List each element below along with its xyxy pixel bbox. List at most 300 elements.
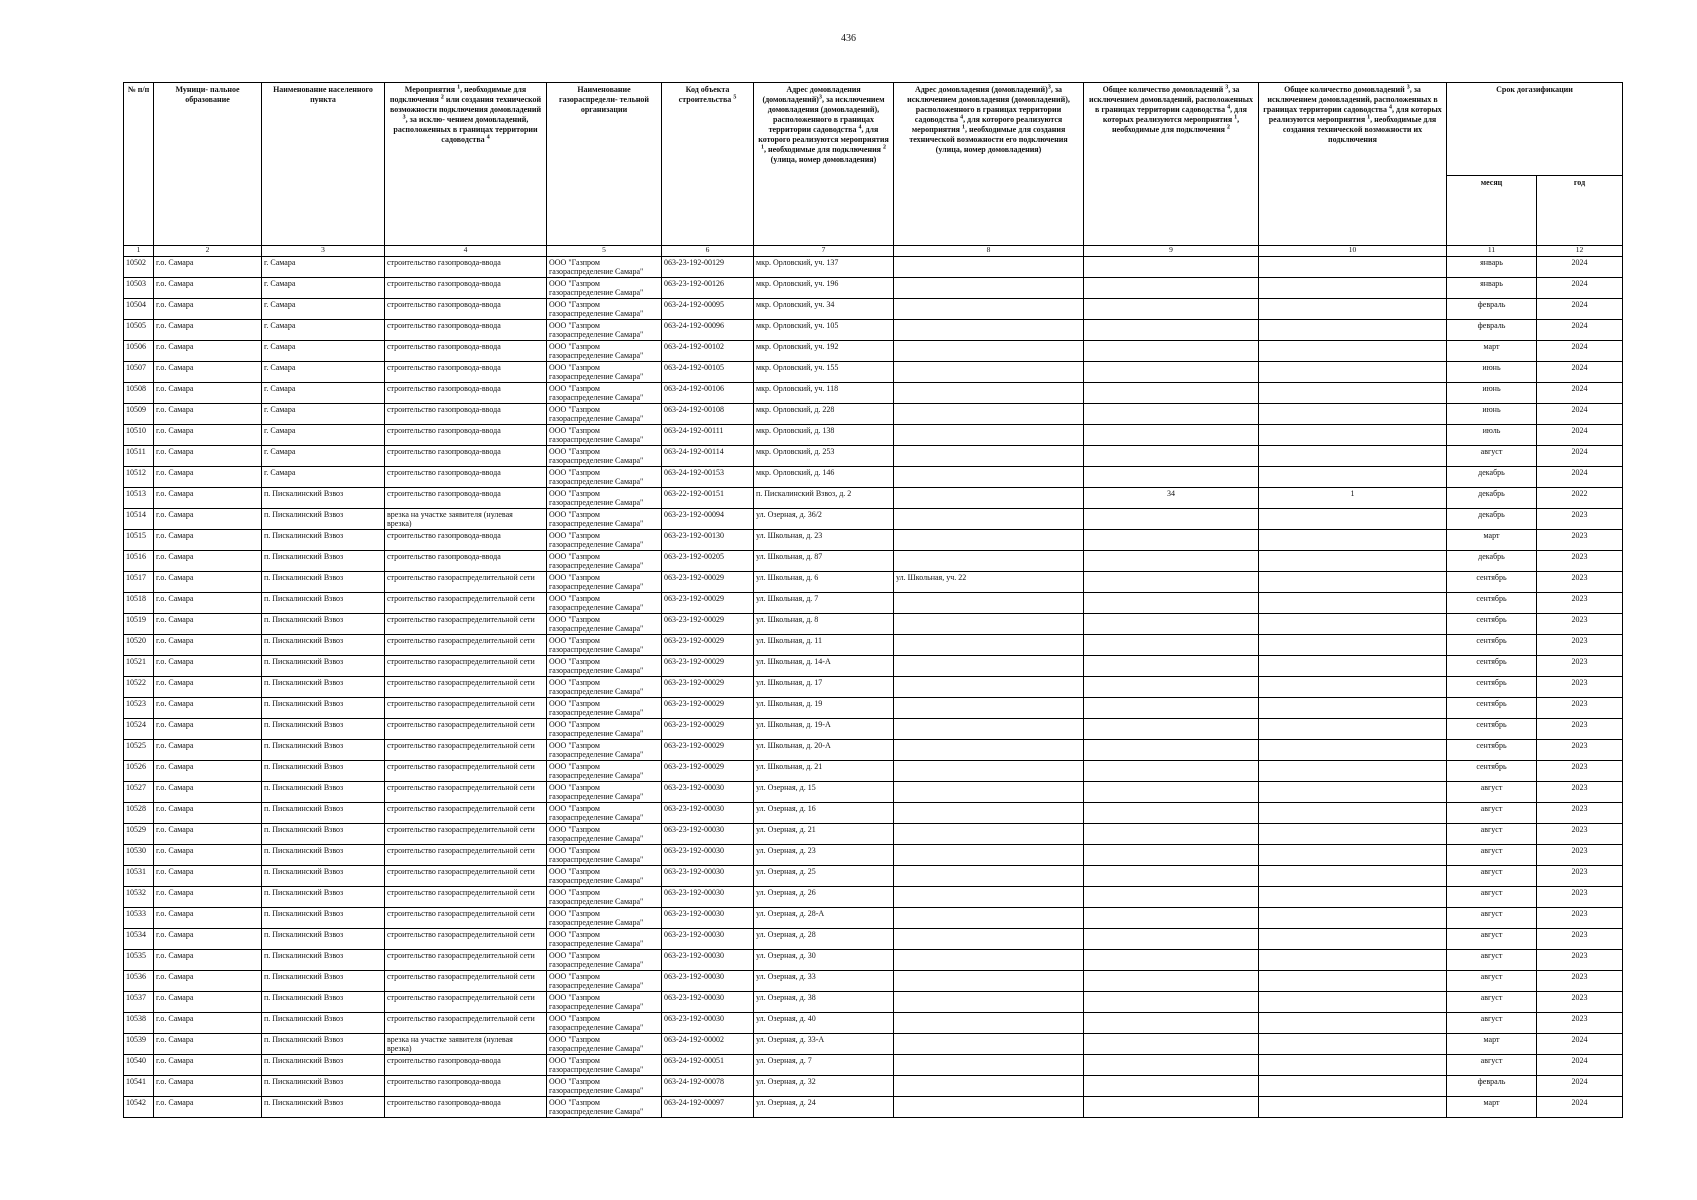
cell-text: 063-23-192-00030: [664, 972, 724, 981]
cell-text: п. Пискалинский Взвоз: [264, 909, 344, 918]
cell-text: г.о. Самара: [156, 930, 194, 939]
cell-settlement: [262, 383, 385, 404]
header-gasification-term: Срок догазификации: [1447, 83, 1623, 176]
cell-month: [1447, 929, 1537, 950]
cell-row-number: [124, 908, 154, 929]
cell-text: строительство газопровода-ввода: [387, 300, 501, 309]
cell-text: ООО "Газпром газораспределение Самара": [549, 1098, 644, 1116]
cell-object-code: [662, 719, 754, 740]
cell-text: август: [1480, 993, 1503, 1002]
cell-text: 063-23-192-00029: [664, 573, 724, 582]
table-row: [124, 467, 1623, 488]
cell-row-number: [124, 572, 154, 593]
cell-count-connection: [1084, 551, 1259, 572]
cell-count-connection: [1084, 782, 1259, 803]
cell-count-technical: [1259, 257, 1447, 278]
cell-row-number: [124, 551, 154, 572]
cell-row-number: [124, 341, 154, 362]
cell-text: п. Пискалинский Взвоз: [264, 615, 344, 624]
cell-text: 10509: [126, 405, 146, 414]
cell-text: март: [1483, 342, 1500, 351]
cell-text: строительство газораспределительной сети: [387, 888, 535, 897]
cell-row-number: [124, 530, 154, 551]
cell-row-number: [124, 929, 154, 950]
cell-municipality: [154, 1076, 262, 1097]
cell-text: 10516: [126, 552, 146, 561]
cell-text: 063-23-192-00130: [664, 531, 724, 540]
cell-activity: [385, 572, 547, 593]
cell-text: ООО "Газпром газораспределение Самара": [549, 615, 644, 633]
cell-gas-distribution-org: [547, 551, 662, 572]
cell-object-code: [662, 1034, 754, 1055]
cell-text: ул. Озерная, д. 32: [756, 1077, 816, 1086]
cell-year: [1537, 740, 1623, 761]
cell-row-number: [124, 299, 154, 320]
cell-text: 10511: [126, 447, 146, 456]
cell-municipality: [154, 593, 262, 614]
cell-municipality: [154, 362, 262, 383]
cell-object-code: [662, 887, 754, 908]
cell-row-number: [124, 866, 154, 887]
cell-count-connection: [1084, 1076, 1259, 1097]
cell-text: г.о. Самара: [156, 846, 194, 855]
cell-text: 2024: [1571, 384, 1588, 393]
cell-text: строительство газораспределительной сети: [387, 636, 535, 645]
cell-municipality: [154, 845, 262, 866]
cell-text: п. Пискалинский Взвоз: [264, 720, 344, 729]
cell-month: [1447, 1076, 1537, 1097]
cell-year: [1537, 509, 1623, 530]
cell-text: ООО "Газпром газораспределение Самара": [549, 363, 644, 381]
cell-month: [1447, 509, 1537, 530]
cell-address-connection: [754, 866, 894, 887]
cell-text: ООО "Газпром газораспределение Самара": [549, 489, 644, 507]
cell-address-technical: [894, 971, 1084, 992]
cell-settlement: [262, 887, 385, 908]
cell-year: [1537, 1055, 1623, 1076]
cell-text: ООО "Газпром газораспределение Самара": [549, 846, 644, 864]
cell-text: мкр. Орловский, уч. 155: [756, 363, 839, 372]
cell-month: [1447, 593, 1537, 614]
cell-year: [1537, 1076, 1623, 1097]
cell-gas-distribution-org: [547, 362, 662, 383]
cell-text: п. Пискалинский Взвоз: [264, 1035, 344, 1044]
cell-count-technical: [1259, 971, 1447, 992]
cell-text: ООО "Газпром газораспределение Самара": [549, 300, 644, 318]
cell-count-connection: [1084, 824, 1259, 845]
footnote-marker: 3: [818, 94, 822, 101]
cell-text: 10515: [126, 531, 146, 540]
cell-text: август: [1480, 930, 1503, 939]
cell-text: строительство газораспределительной сети: [387, 1014, 535, 1023]
cell-text: 063-23-192-00029: [664, 636, 724, 645]
cell-settlement: [262, 929, 385, 950]
cell-text: ООО "Газпром газораспределение Самара": [549, 342, 644, 360]
header-gas-distribution-org: Наименование газораспредели- тельной организации: [547, 83, 662, 246]
cell-text: 063-23-192-00126: [664, 279, 724, 288]
cell-text: строительство газопровода-ввода: [387, 426, 501, 435]
cell-text: ООО "Газпром газораспределение Самара": [549, 1077, 644, 1095]
cell-count-technical: [1259, 593, 1447, 614]
cell-municipality: [154, 887, 262, 908]
cell-count-technical: [1259, 1097, 1447, 1118]
cell-object-code: [662, 971, 754, 992]
cell-text: сентябрь: [1476, 762, 1507, 771]
cell-year: [1537, 572, 1623, 593]
cell-gas-distribution-org: [547, 1097, 662, 1118]
cell-municipality: [154, 551, 262, 572]
cell-year: [1537, 929, 1623, 950]
cell-municipality: [154, 719, 262, 740]
cell-text: 063-23-192-00029: [664, 720, 724, 729]
cell-address-connection: [754, 488, 894, 509]
header-municipality: Муници- пальное образование: [154, 83, 262, 246]
cell-text: 063-24-192-00102: [664, 342, 724, 351]
cell-text: ООО "Газпром газораспределение Самара": [549, 1056, 644, 1074]
cell-text: г.о. Самара: [156, 615, 194, 624]
table-row: [124, 446, 1623, 467]
column-number: 5: [547, 246, 662, 257]
cell-text: 2023: [1571, 972, 1588, 981]
cell-text: 2023: [1571, 762, 1588, 771]
cell-row-number: [124, 803, 154, 824]
cell-address-technical: [894, 740, 1084, 761]
cell-row-number: [124, 887, 154, 908]
cell-object-code: [662, 866, 754, 887]
cell-address-connection: [754, 845, 894, 866]
cell-municipality: [154, 1034, 262, 1055]
cell-address-connection: [754, 425, 894, 446]
cell-row-number: [124, 446, 154, 467]
cell-text: мкр. Орловский, уч. 192: [756, 342, 839, 351]
cell-text: г.о. Самара: [156, 825, 194, 834]
cell-object-code: [662, 320, 754, 341]
table-row: [124, 845, 1623, 866]
cell-activity: [385, 656, 547, 677]
cell-text: ул. Школьная, д. 19: [756, 699, 823, 708]
cell-text: 10519: [126, 615, 146, 624]
cell-object-code: [662, 677, 754, 698]
cell-settlement: [262, 551, 385, 572]
cell-text: ул. Школьная, д. 87: [756, 552, 823, 561]
cell-count-connection: [1084, 299, 1259, 320]
cell-text: мкр. Орловский, уч. 196: [756, 279, 839, 288]
cell-text: ул. Озерная, д. 25: [756, 867, 816, 876]
cell-address-technical: [894, 278, 1084, 299]
cell-activity: [385, 677, 547, 698]
cell-municipality: [154, 509, 262, 530]
cell-gas-distribution-org: [547, 740, 662, 761]
table-row: [124, 572, 1623, 593]
cell-text: г.о. Самара: [156, 972, 194, 981]
cell-object-code: [662, 425, 754, 446]
cell-address-technical: [894, 656, 1084, 677]
cell-address-connection: [754, 341, 894, 362]
cell-row-number: [124, 1034, 154, 1055]
cell-activity: [385, 929, 547, 950]
cell-text: п. Пискалинский Взвоз: [264, 888, 344, 897]
cell-count-technical: [1259, 929, 1447, 950]
cell-object-code: [662, 446, 754, 467]
header-count-technical: Общее количество домовладений $^3$, за исключением домовладений, расположенных в границах территории садоводства $^4$, для которых реализуются мероприятия $^1$, необходимые для создания технической возможности их подключения: [1259, 83, 1447, 246]
cell-address-connection: [754, 656, 894, 677]
cell-text: ул. Школьная, д. 21: [756, 762, 823, 771]
gasification-table: [123, 82, 1623, 1118]
cell-count-connection: [1084, 761, 1259, 782]
cell-count-technical: [1259, 656, 1447, 677]
cell-activity: [385, 845, 547, 866]
cell-text: ООО "Газпром газораспределение Самара": [549, 930, 644, 948]
cell-text: г.о. Самара: [156, 468, 194, 477]
cell-count-connection: [1084, 803, 1259, 824]
cell-settlement: [262, 614, 385, 635]
cell-object-code: [662, 572, 754, 593]
cell-month: [1447, 845, 1537, 866]
cell-address-connection: [754, 1055, 894, 1076]
table-row: [124, 929, 1623, 950]
table-row: [124, 887, 1623, 908]
cell-municipality: [154, 908, 262, 929]
cell-text: г.о. Самара: [156, 909, 194, 918]
cell-text: строительство газораспределительной сети: [387, 615, 535, 624]
cell-settlement: [262, 404, 385, 425]
cell-gas-distribution-org: [547, 467, 662, 488]
table-row: [124, 278, 1623, 299]
cell-text: строительство газораспределительной сети: [387, 594, 535, 603]
cell-text: строительство газопровода-ввода: [387, 447, 501, 456]
cell-text: строительство газораспределительной сети: [387, 720, 535, 729]
cell-municipality: [154, 635, 262, 656]
table-row: [124, 908, 1623, 929]
cell-year: [1537, 404, 1623, 425]
cell-text: п. Пискалинский Взвоз: [264, 1077, 344, 1086]
cell-object-code: [662, 929, 754, 950]
table-row: [124, 635, 1623, 656]
cell-text: ООО "Газпром газораспределение Самара": [549, 594, 644, 612]
cell-municipality: [154, 656, 262, 677]
cell-address-technical: [894, 845, 1084, 866]
table-row: [124, 341, 1623, 362]
cell-row-number: [124, 845, 154, 866]
cell-text: 10540: [126, 1056, 146, 1065]
cell-text: август: [1480, 1056, 1503, 1065]
cell-text: 2023: [1571, 573, 1588, 582]
cell-settlement: [262, 257, 385, 278]
cell-count-technical: [1259, 383, 1447, 404]
cell-text: ООО "Газпром газораспределение Самара": [549, 1035, 644, 1053]
cell-text: 2024: [1571, 1077, 1588, 1086]
cell-address-connection: [754, 299, 894, 320]
cell-text: 2023: [1571, 867, 1588, 876]
table-row: [124, 1097, 1623, 1118]
cell-gas-distribution-org: [547, 803, 662, 824]
cell-count-technical: [1259, 761, 1447, 782]
cell-address-connection: [754, 950, 894, 971]
cell-text: 063-23-192-00030: [664, 804, 724, 813]
cell-text: мкр. Орловский, д. 228: [756, 405, 835, 414]
cell-text: строительство газораспределительной сети: [387, 825, 535, 834]
cell-month: [1447, 467, 1537, 488]
cell-text: ООО "Газпром газораспределение Самара": [549, 762, 644, 780]
cell-count-technical: [1259, 614, 1447, 635]
cell-gas-distribution-org: [547, 257, 662, 278]
cell-text: г.о. Самара: [156, 951, 194, 960]
cell-text: ООО "Газпром газораспределение Самара": [549, 426, 644, 444]
cell-address-connection: [754, 551, 894, 572]
cell-settlement: [262, 908, 385, 929]
footnote-marker: 5: [733, 94, 737, 101]
cell-count-connection: [1084, 635, 1259, 656]
cell-text: ул. Озерная, д. 16: [756, 804, 816, 813]
cell-text: ул. Озерная, д. 21: [756, 825, 816, 834]
cell-count-connection: [1084, 404, 1259, 425]
cell-text: ООО "Газпром газораспределение Самара": [549, 258, 644, 276]
cell-text: 063-24-192-00078: [664, 1077, 724, 1086]
cell-year: [1537, 719, 1623, 740]
cell-text: 10539: [126, 1035, 146, 1044]
cell-text: декабрь: [1478, 489, 1505, 498]
cell-text: п. Пискалинский Взвоз: [264, 846, 344, 855]
cell-text: 2023: [1571, 909, 1588, 918]
cell-text: 10522: [126, 678, 146, 687]
cell-count-connection: [1084, 656, 1259, 677]
cell-text: 10523: [126, 699, 146, 708]
cell-text: мкр. Орловский, уч. 34: [756, 300, 835, 309]
cell-text: 063-24-192-00114: [664, 447, 724, 456]
cell-text: 10537: [126, 993, 146, 1002]
cell-text: 2024: [1571, 1056, 1588, 1065]
header-address-connection: Адрес домовладения (домовладений)$^3$, за исключением домовладения (домовладений), расположенного в границах территории садоводства $^4$, для которого реализуются мероприятия $^1$, необходимые для подключения $^2$ (улица, номер домовладения): [754, 83, 894, 246]
cell-address-connection: [754, 383, 894, 404]
cell-text: 10526: [126, 762, 146, 771]
cell-address-connection: [754, 257, 894, 278]
cell-year: [1537, 467, 1623, 488]
cell-gas-distribution-org: [547, 992, 662, 1013]
cell-address-technical: [894, 1055, 1084, 1076]
cell-text: г. Самара: [264, 321, 296, 330]
cell-object-code: [662, 782, 754, 803]
cell-text: п. Пискалинский Взвоз: [264, 489, 344, 498]
cell-text: ул. Школьная, д. 20-А: [756, 741, 831, 750]
cell-municipality: [154, 425, 262, 446]
cell-text: август: [1480, 804, 1503, 813]
cell-text: сентябрь: [1476, 657, 1507, 666]
cell-gas-distribution-org: [547, 446, 662, 467]
cell-gas-distribution-org: [547, 698, 662, 719]
cell-row-number: [124, 509, 154, 530]
cell-address-connection: [754, 761, 894, 782]
cell-count-connection: [1084, 362, 1259, 383]
cell-settlement: [262, 1097, 385, 1118]
cell-text: п. Пискалинский Взвоз: [264, 741, 344, 750]
cell-month: [1447, 803, 1537, 824]
cell-month: [1447, 950, 1537, 971]
cell-activity: [385, 803, 547, 824]
cell-count-technical: [1259, 1034, 1447, 1055]
cell-municipality: [154, 929, 262, 950]
cell-municipality: [154, 383, 262, 404]
cell-text: г.о. Самара: [156, 1098, 194, 1107]
cell-text: ООО "Газпром газораспределение Самара": [549, 552, 644, 570]
cell-count-connection: [1084, 866, 1259, 887]
cell-text: 063-24-192-00105: [664, 363, 724, 372]
cell-count-connection: [1084, 425, 1259, 446]
cell-address-technical: [894, 341, 1084, 362]
cell-text: ООО "Газпром газораспределение Самара": [549, 972, 644, 990]
cell-text: сентябрь: [1476, 720, 1507, 729]
cell-year: [1537, 1013, 1623, 1034]
cell-municipality: [154, 257, 262, 278]
cell-activity: [385, 698, 547, 719]
cell-text: 10527: [126, 783, 146, 792]
cell-row-number: [124, 677, 154, 698]
cell-count-connection: [1084, 719, 1259, 740]
header-object-code: Код объекта строительства $^5$: [662, 83, 754, 246]
footnote-marker: 3: [1047, 84, 1051, 91]
cell-text: г.о. Самара: [156, 321, 194, 330]
cell-text: п. Пискалинский Взвоз: [264, 804, 344, 813]
cell-text: сентябрь: [1476, 678, 1507, 687]
cell-settlement: [262, 1076, 385, 1097]
footnote-marker: 3: [402, 114, 406, 121]
cell-address-connection: [754, 509, 894, 530]
header-count-connection: Общее количество домовладений $^3$, за исключением домовладений, расположенных в границах территории садоводства $^4$, для которых реализуются мероприятия $^1$, необходимые для подключения $^2$: [1084, 83, 1259, 246]
cell-text: ул. Озерная, д. 30: [756, 951, 816, 960]
cell-text: ООО "Газпром газораспределение Самара": [549, 468, 644, 486]
cell-text: 2024: [1571, 405, 1588, 414]
cell-text: г.о. Самара: [156, 993, 194, 1002]
cell-count-technical: [1259, 719, 1447, 740]
cell-gas-distribution-org: [547, 845, 662, 866]
cell-activity: [385, 740, 547, 761]
table-row: [124, 614, 1623, 635]
cell-text: ул. Школьная, уч. 22: [896, 573, 967, 582]
cell-text: ул. Школьная, д. 14-А: [756, 657, 831, 666]
cell-count-connection: [1084, 677, 1259, 698]
cell-year: [1537, 761, 1623, 782]
cell-text: ООО "Газпром газораспределение Самара": [549, 804, 644, 822]
cell-text: г.о. Самара: [156, 1077, 194, 1086]
cell-gas-distribution-org: [547, 614, 662, 635]
cell-settlement: [262, 971, 385, 992]
cell-address-technical: [894, 887, 1084, 908]
cell-text: 10505: [126, 321, 146, 330]
cell-text: сентябрь: [1476, 741, 1507, 750]
cell-address-technical: [894, 488, 1084, 509]
cell-settlement: [262, 866, 385, 887]
table-row: [124, 1076, 1623, 1097]
cell-text: 2023: [1571, 1014, 1588, 1023]
cell-text: ООО "Газпром газораспределение Самара": [549, 573, 644, 591]
cell-text: 10536: [126, 972, 146, 981]
cell-text: ООО "Газпром газораспределение Самара": [549, 867, 644, 885]
cell-municipality: [154, 530, 262, 551]
cell-year: [1537, 803, 1623, 824]
cell-year: [1537, 299, 1623, 320]
cell-text: г.о. Самара: [156, 510, 194, 519]
cell-settlement: [262, 341, 385, 362]
cell-month: [1447, 719, 1537, 740]
cell-address-technical: [894, 257, 1084, 278]
cell-municipality: [154, 467, 262, 488]
cell-activity: [385, 530, 547, 551]
cell-address-technical: [894, 467, 1084, 488]
cell-object-code: [662, 1076, 754, 1097]
cell-municipality: [154, 950, 262, 971]
cell-text: строительство газораспределительной сети: [387, 762, 535, 771]
cell-text: г. Самара: [264, 468, 296, 477]
cell-text: 2024: [1571, 1035, 1588, 1044]
